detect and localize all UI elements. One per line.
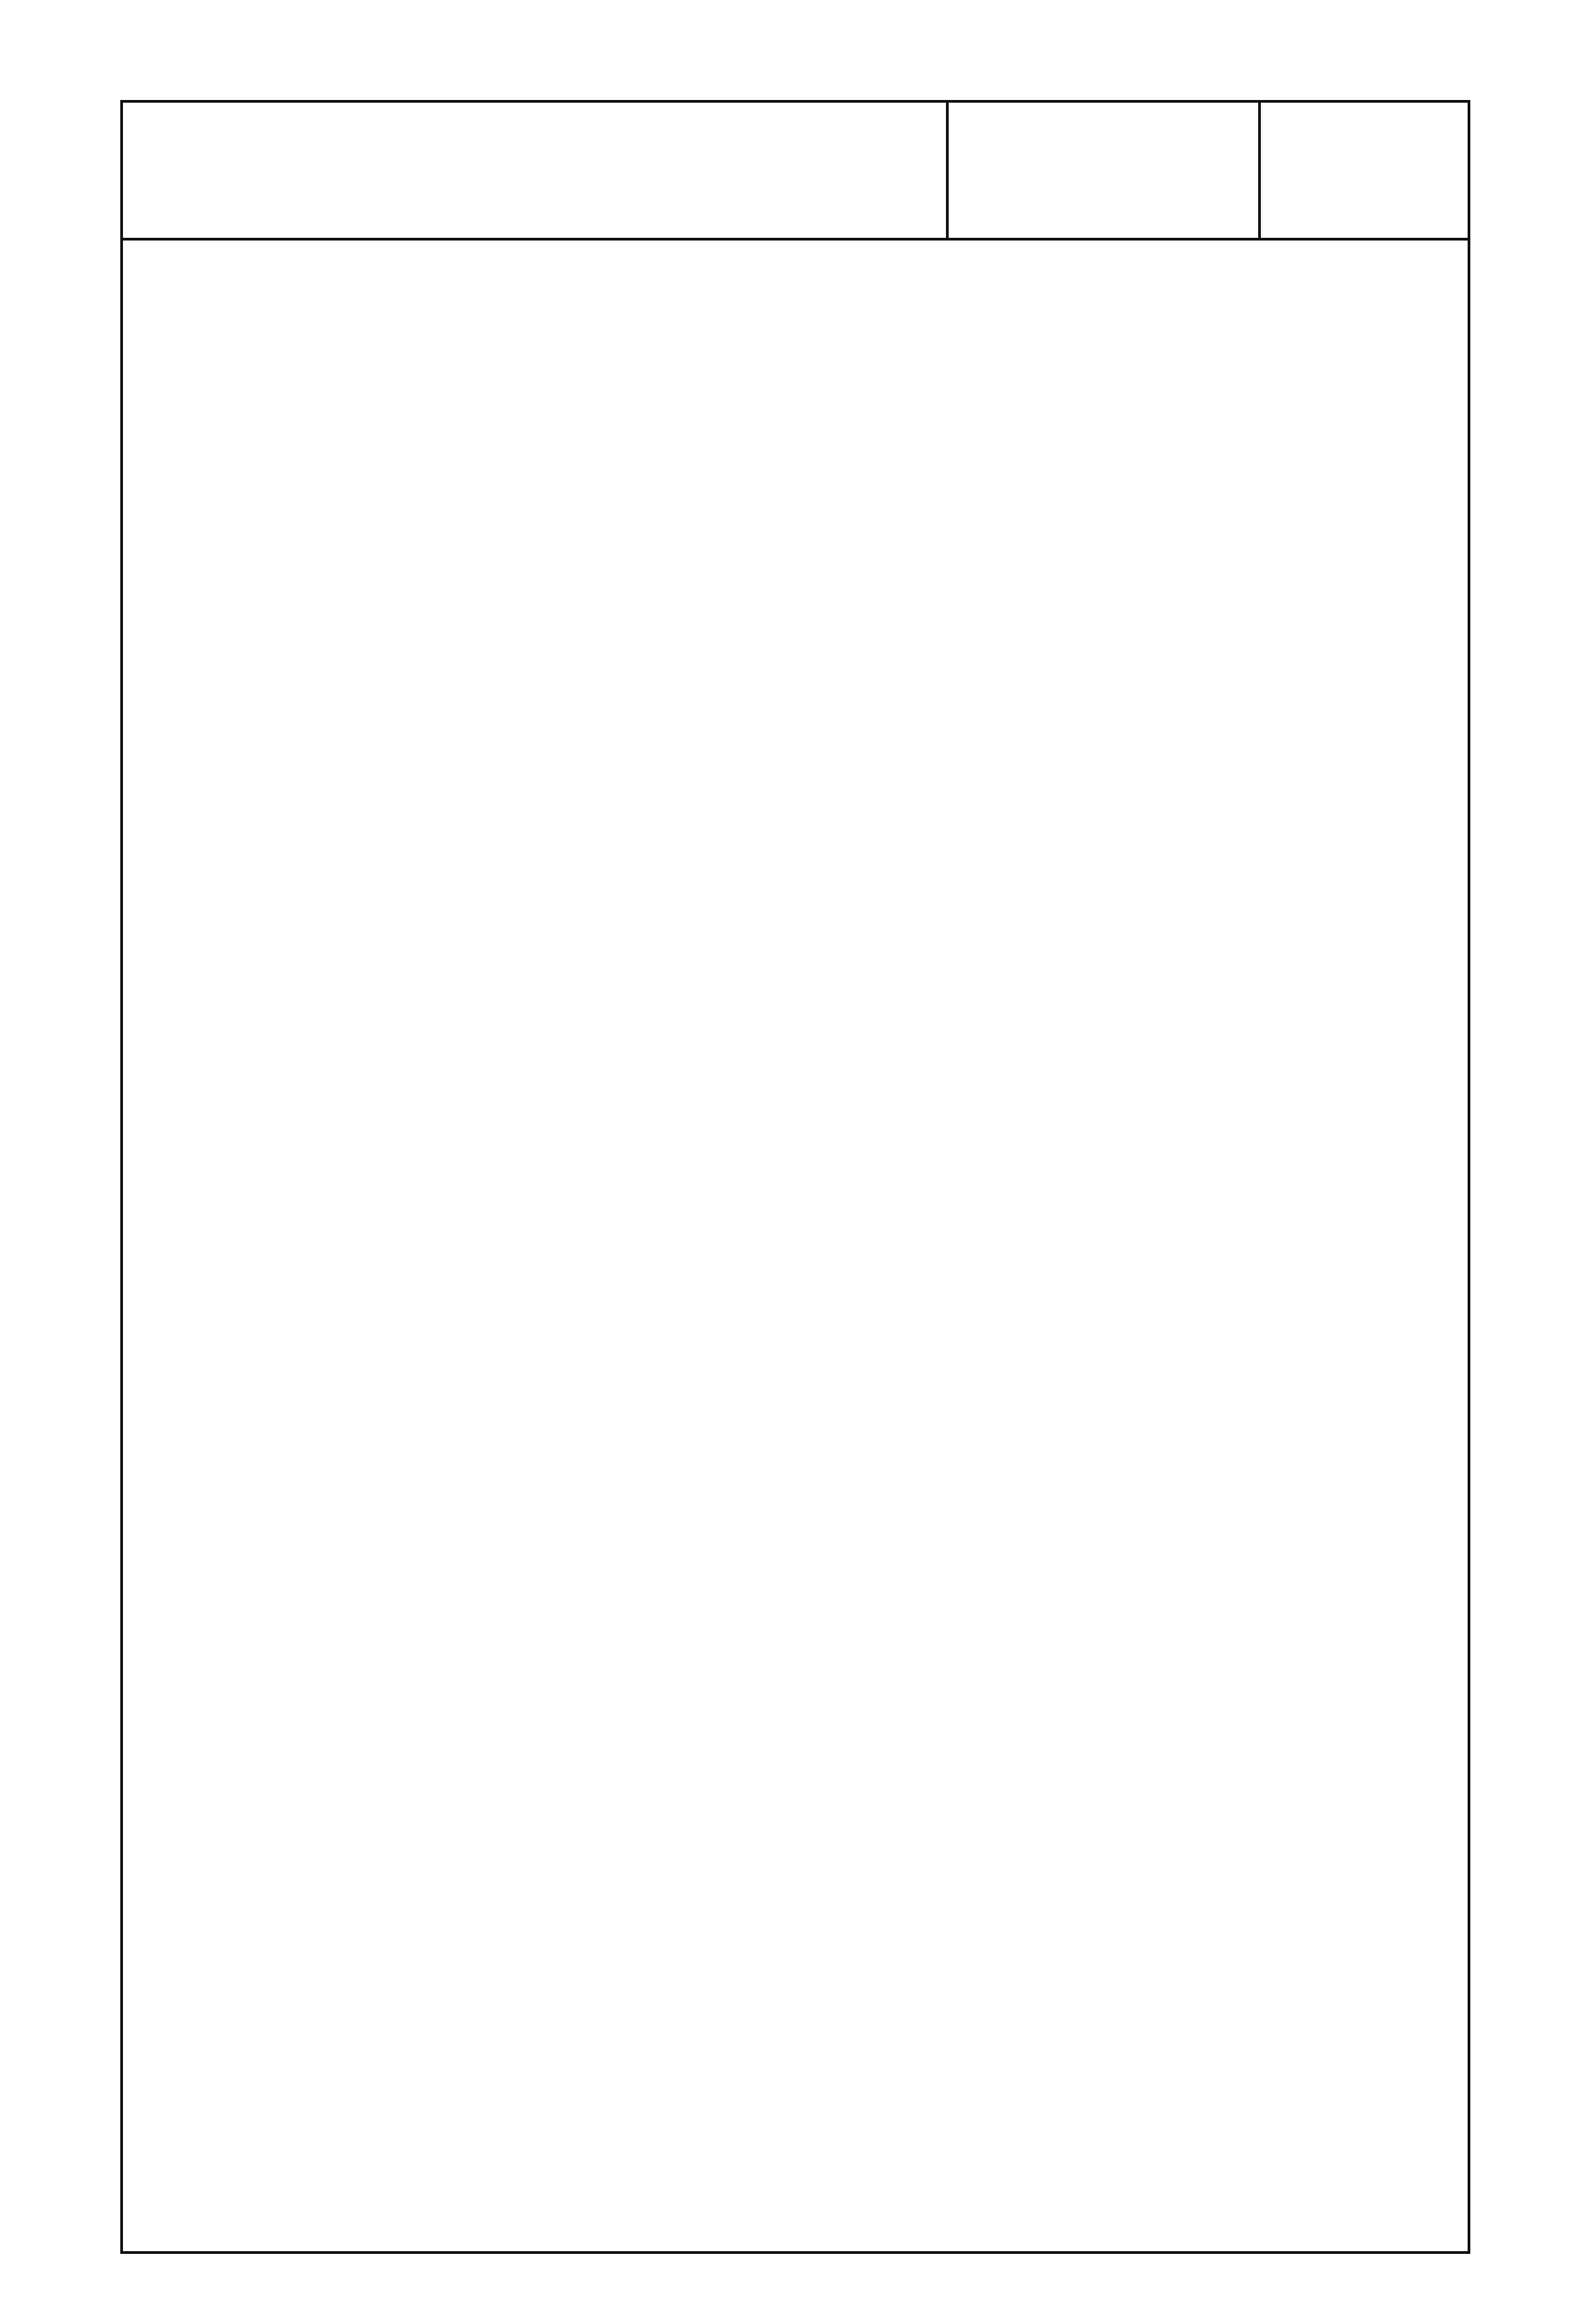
group-concrete [335, 1111, 382, 1334]
group-labor [234, 662, 274, 763]
group-cement [336, 777, 404, 942]
group-steel [336, 942, 404, 1108]
group-material [268, 777, 295, 1858]
group-water [284, 1865, 318, 2148]
group-cold [334, 1865, 368, 2020]
group-cost-sub [284, 432, 338, 635]
group-hot [334, 2020, 368, 2148]
group-timber [336, 1336, 384, 1448]
group-cost [241, 432, 268, 635]
group-incl2 [387, 1162, 414, 1331]
group-resources [227, 1851, 281, 2148]
